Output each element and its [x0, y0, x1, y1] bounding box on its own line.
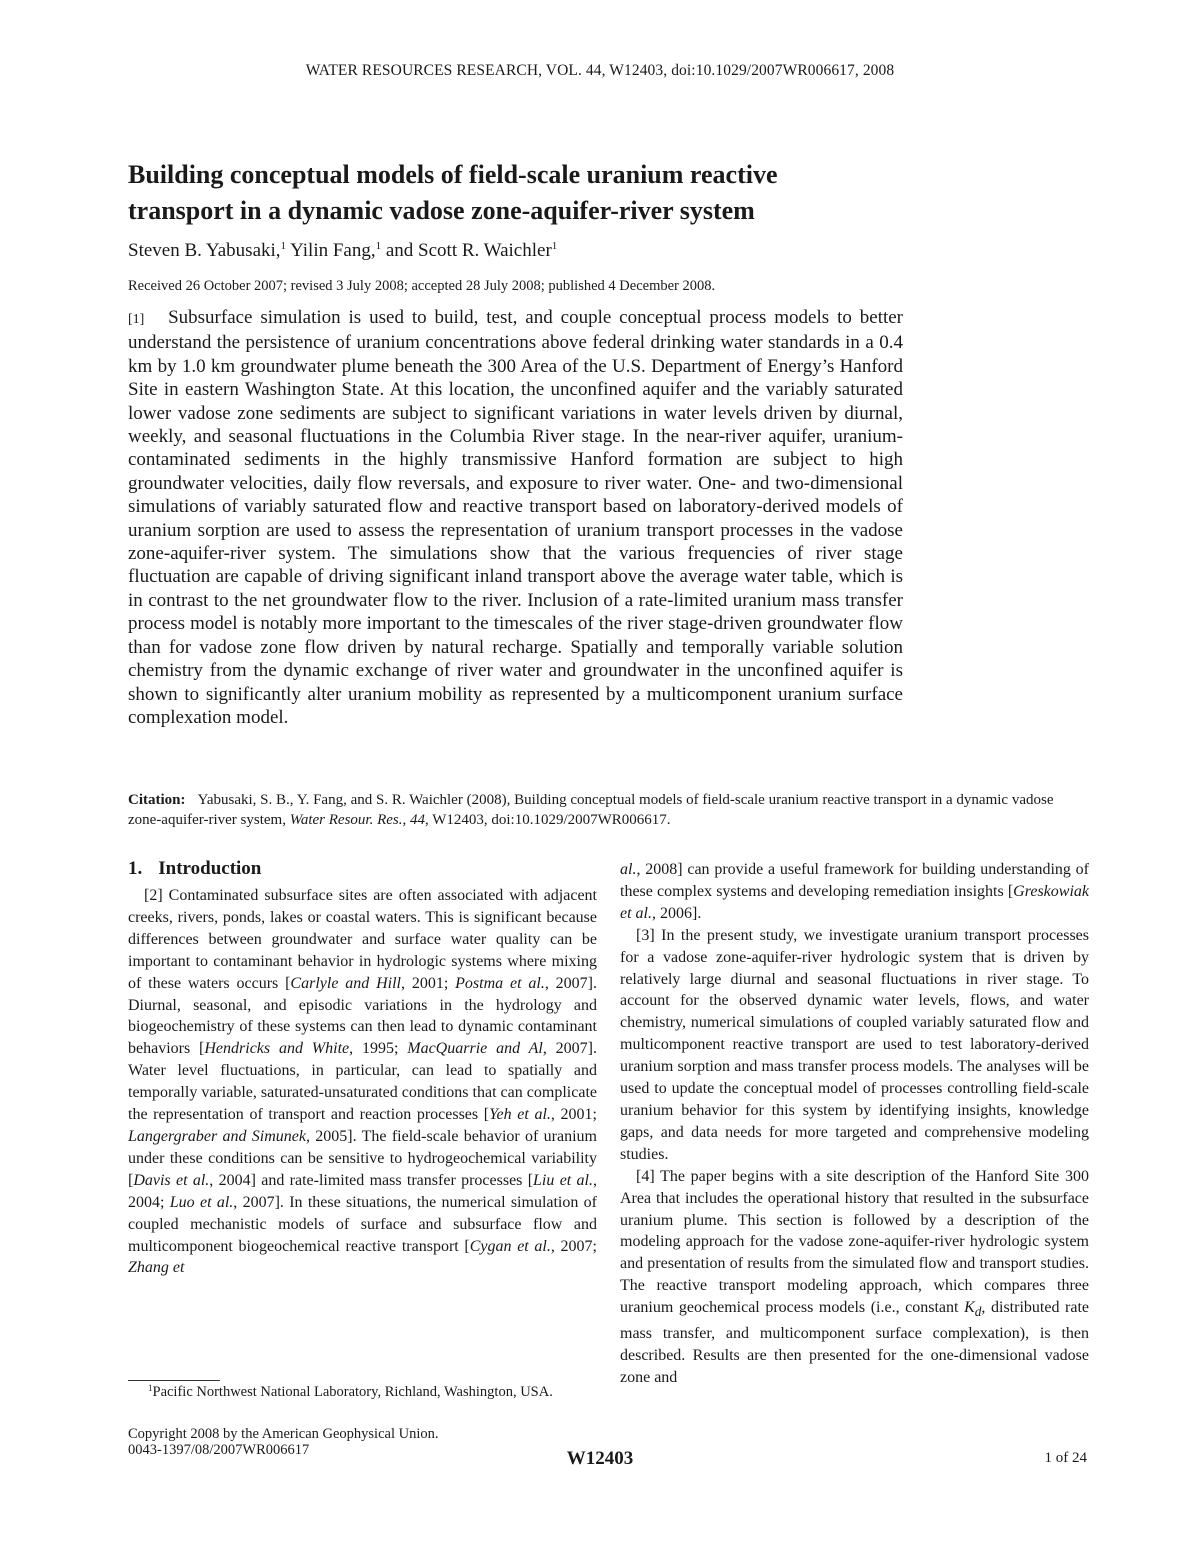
paragraph-2-continued: al., 2008] can provide a useful framework for building understanding of these complex systems and developing remediation insights [Greskowiak et al., 2006].	[620, 861, 1089, 922]
article-title	[128, 157, 988, 229]
author-1: Steven B. Yabusaki,	[128, 240, 281, 261]
citation-volume: 44	[410, 812, 425, 828]
right-column	[620, 859, 1089, 1389]
citation-label: Citation:	[128, 792, 186, 808]
affiliation-footnote: $^1$Pacific Northwest National Laboratory, Richland, Washington, USA.	[148, 1383, 553, 1400]
title-line-1: Building conceptual models of field-scale uranium reactive	[128, 160, 778, 189]
paragraph-4: [4] The paper begins with a site description of the Hanford Site 300 Area that includes the operational history that resulted in the subsurface uranium plume. This section is followed by a description of the modeling approach for the vadose zone-aquifer-river hydrologic system and presentation of results from the simulated flow and transport studies. The reactive transport modeling approach, which compares three uranium geochemical process models (i.e., constant $K_d$, distributed rate mass transfer, and multicomponent surface complexation), is then described. Results are then presented for the one-dimensional vadose zone and	[620, 1167, 1090, 1387]
affiliation-marker: 1	[551, 240, 558, 252]
affiliation-marker: 1	[375, 240, 382, 252]
citation: Citation: Yabusaki, S. B., Y. Fang, and S. R. Waichler (2008), Building conceptual models of field-scale uranium reactive transport in a dynamic vadose zone-aquifer-river system, Water Resour. Res., 44, W12403, doi:10.1029/2007WR006617.	[128, 792, 1054, 828]
paragraph-number: [1]	[128, 312, 145, 327]
paragraph-3: [3] In the present study, we investigate uranium transport processes for a vadose zone-aquifer-river hydrologic system that is driven by relatively large diurnal and seasonal fluctuations in river stage. To account for the observed dynamic water levels, flows, and water chemistry, numerical simulations of coupled variably saturated flow and multicomponent reactive transport are used to test laboratory-derived uranium sorption and mass transfer process models. The analyses will be used to update the conceptual model of processes controlling field-scale uranium behavior for this system by identifying insights, knowledge gaps, and data needs for more targeted and comprehensive modeling studies.	[620, 926, 1090, 1163]
citation-text: Yabusaki, S. B., Y. Fang, and S. R. Waichler (2008), Building conceptual models of field-scale uranium reactive transport in a dynamic vadose zone-aquifer-river system,	[128, 792, 1054, 828]
author-list	[128, 240, 557, 262]
abstract-paragraph	[128, 306, 903, 729]
abstract	[128, 306, 903, 729]
article-id: W12403	[566, 1448, 634, 1469]
citation-journal: Water Resour. Res.	[289, 812, 403, 828]
publication-history: Received 26 October 2007; revised 3 July 2008; accepted 28 July 2008; published 4 December 2008.	[128, 278, 716, 294]
copyright-line: Copyright 2008 by the American Geophysical Union.	[128, 1426, 439, 1442]
author-2: Yilin Fang,	[290, 240, 376, 261]
issn-line: 0043-1397/08/2007WR006617	[128, 1442, 310, 1458]
affiliation-marker: 1	[280, 240, 287, 252]
title-line-2: transport in a dynamic vadose zone-aquifer-river system	[128, 196, 755, 225]
page-number: 1 of 24	[1044, 1450, 1087, 1466]
paragraph-2: [2] Contaminated subsurface sites are often associated with adjacent creeks, rivers, ponds, lakes or coastal waters. This is significant because differences between groundwater and surface water quality can be important to contaminant behavior in hydrologic systems where mixing of these waters occurs [Carlyle and Hill, 2001; Postma et al., 2007]. Diurnal, seasonal, and episodic variations in the hydrology and biogeochemistry of these systems can then lead to dynamic contaminant behaviors [Hendricks and White, 1995; MacQuarrie and Al, 2007]. Water level fluctuations, in particular, can lead to spatially and temporally variable, saturated-unsaturated conditions that can complicate the representation of transport and reaction processes [Yeh et al., 2001; Langergraber and Simunek, 2005]. The field-scale behavior of uranium under these conditions can be sensitive to hydrogeochemical variability [Davis et al., 2004] and rate-limited mass transfer processes [Liu et al., 2004; Luo et al., 2007]. In these situations, the numerical simulation of coupled mechanistic models of surface and subsurface flow and multicomponent biogeochemical reactive transport [Cygan et al., 2007; Zhang et	[128, 887, 598, 1277]
author-3: and Scott R. Waichler	[385, 240, 552, 261]
left-column	[128, 857, 597, 1279]
section-heading-introduction: 1. Introduction	[128, 858, 262, 879]
citation-doi: , W12403, doi:10.1029/2007WR006617.	[425, 812, 671, 828]
footnote-rule	[128, 1380, 220, 1381]
abstract-text: Subsurface simulation is used to build, test, and couple conceptual process models to better understand the persistence of uranium concentrations above federal drinking water standards in a 0.4 km by 1.0 km groundwater plume beneath the 300 Area of the U.S. Department of Energy’s Hanford Site in eastern Washington State. At this location, the unconfined aquifer and the variably saturated lower vadose zone sediments are subject to significant variations in water levels driven by diurnal, weekly, and seasonal fluctuations in the Columbia River stage. In the near-river aquifer, uranium-contaminated sediments in the highly transmissive Hanford formation are subject to high groundwater velocities, daily flow reversals, and exposure to river water. One- and two-dimensional simulations of variably saturated flow and reactive transport based on laboratory-derived models of uranium sorption are used to assess the representation of uranium transport processes in the vadose zone-aquifer-river system. The simulations show that the various frequencies of river stage fluctuation are capable of driving significant inland transport above the average water table, which is in contrast to the net groundwater flow to the river. Inclusion of a rate-limited uranium mass transfer process model is notably more important to the timescales of the river stage-driven groundwater flow than for vadose zone flow driven by natural recharge. Spatially and temporally variable solution chemistry from the dynamic exchange of river water and groundwater in the unconfined aquifer is shown to significantly alter uranium mobility as represented by a multicomponent uranium surface complexation model.	[128, 307, 904, 728]
journal-header: WATER RESOURCES RESEARCH, VOL. 44, W12403, doi:10.1029/2007WR006617, 2008	[305, 62, 895, 79]
